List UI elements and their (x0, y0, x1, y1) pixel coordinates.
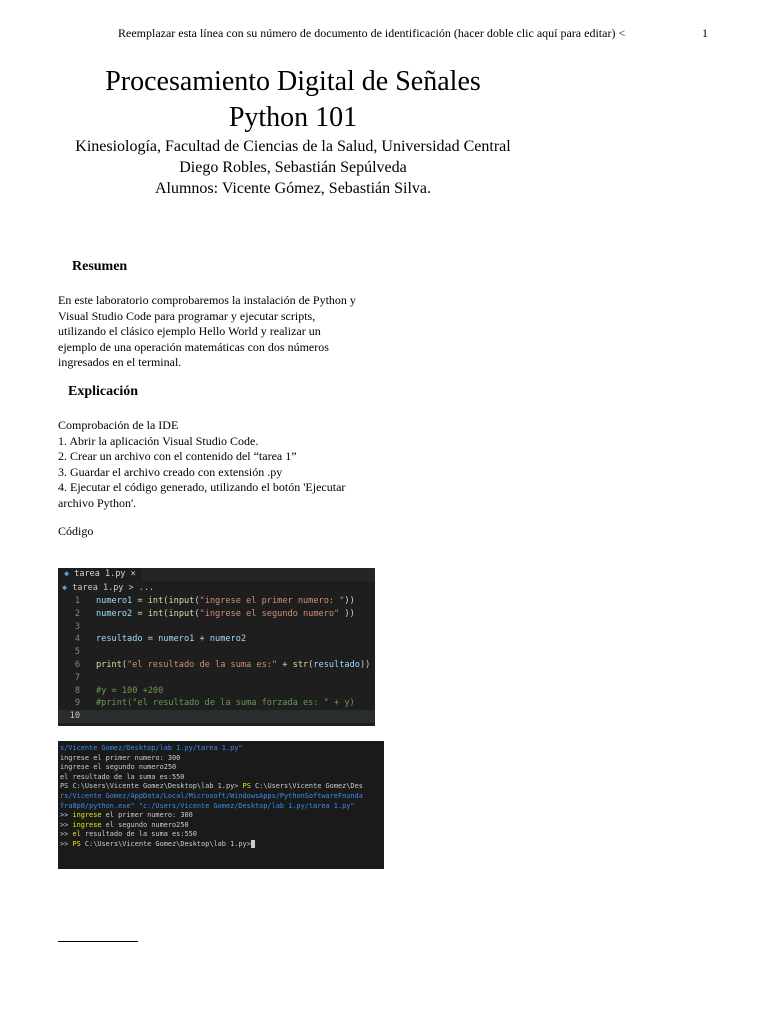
line-number: 4 (74, 634, 80, 645)
code-line (58, 685, 375, 698)
document-title: Procesamiento Digital de Señales (105, 66, 481, 97)
code-line (58, 710, 375, 723)
abstract-line: En este laboratorio comprobaremos la instalación de Python y (58, 293, 356, 307)
terminal-segment: el resultado de la suma es:550 (60, 772, 185, 781)
code-text: #print("el resultado de la suma forzada es: " + y) (96, 698, 355, 709)
terminal-cursor-icon (251, 840, 255, 848)
steps-list (58, 418, 378, 511)
terminal-output (58, 744, 384, 850)
terminal-line (58, 840, 384, 850)
terminal-segment: ingrese (72, 820, 102, 829)
terminal-line (58, 811, 384, 821)
code-text: #y = 100 +200 (96, 685, 164, 696)
abstract-line: ejemplo de una operación matemáticas con dos números (58, 339, 329, 354)
students: Alumnos: Vicente Gómez, Sebastián Silva. (154, 180, 432, 197)
python-file-icon: ◆ (64, 569, 70, 579)
code-text: numero1 = int(input("ingrese el primer numero: ")) (96, 596, 355, 606)
line-number: 3 (74, 621, 80, 632)
code-line (58, 633, 375, 646)
editor-tab (58, 568, 142, 581)
terminal-segment: el segundo numero250 (101, 820, 189, 829)
code-line (58, 659, 375, 672)
terminal-segment: resultado de la suma es:550 (80, 830, 197, 839)
terminal-segment: C:\Users\Vicente Gomez\Desktop\lab 1.py> (84, 839, 251, 848)
line-number: 5 (74, 647, 80, 658)
document-subtitle: Python 101 (228, 102, 358, 133)
professors: Diego Robles, Sebastián Sepúlveda (179, 159, 407, 176)
abstract-paragraph (58, 293, 378, 371)
terminal-segment: PS (72, 839, 85, 848)
code-text: numero2 = int(input("ingrese el segundo numero" )) (96, 608, 355, 619)
step-item: 4. Ejecutar el código generado, utilizando el botón 'Ejecutar (58, 480, 346, 494)
terminal-line (58, 830, 384, 840)
explicacion-heading: Explicación (68, 384, 139, 399)
terminal-segment: PS C:\Users\Vicente Gomez\Desktop\lab 1.py> (60, 782, 243, 791)
step-item: 2. Crear un archivo con el contenido del “tarea 1” (58, 449, 297, 463)
footnote-separator (58, 941, 138, 942)
terminal-line (58, 821, 384, 831)
codigo-label: Código (58, 524, 94, 538)
terminal-line (58, 744, 384, 754)
abstract-line: ingresados en el terminal. (58, 355, 182, 369)
editor-code-area (58, 595, 375, 723)
terminal-line (58, 773, 384, 783)
terminal-line (58, 754, 384, 764)
step-item: 1. Abrir la aplicación Visual Studio Code. (58, 433, 259, 448)
close-icon: × (130, 569, 136, 579)
code-line (58, 672, 375, 685)
terminal-segment: ingrese el segundo numero250 (60, 763, 177, 772)
terminal-segment: rs/Vicente Gomez/AppData/Local/Microsoft/WindowsApps/PythonSoftwareFounda (60, 791, 363, 800)
code-line (58, 608, 375, 621)
running-head[interactable]: Reemplazar esta línea con su número de documento de identificación (hacer doble clic aquí para editar) < (118, 26, 626, 40)
terminal-screenshot (58, 741, 384, 869)
terminal-segment: >> (60, 839, 73, 848)
terminal-line (58, 782, 384, 792)
line-number: 1 (74, 596, 80, 606)
line-number: 9 (74, 698, 80, 709)
resumen-heading: Resumen (72, 259, 128, 274)
code-text: resultado = numero1 + numero2 (96, 634, 247, 645)
code-editor-screenshot (58, 568, 375, 726)
line-number: 7 (74, 672, 80, 683)
terminal-segment: >> (60, 811, 73, 820)
page-number: 1 (702, 26, 708, 40)
affiliation: Kinesiología, Facultad de Ciencias de la Salud, Universidad Central (75, 138, 511, 155)
terminal-segment: ingrese (72, 811, 102, 820)
abstract-line: Visual Studio Code para programar y ejecutar scripts, (58, 308, 316, 323)
terminal-segment: PS (242, 782, 255, 791)
abstract-line: utilizando el clásico ejemplo Hello World y realizar un (58, 324, 321, 338)
code-text: print("el resultado de la suma es:" + str(resultado)) (96, 659, 371, 670)
terminal-segment: s/Vicente Gomez/Desktop/lab 1.py/tarea 1.py" (60, 744, 243, 752)
steps-intro: Comprobación de la IDE (58, 418, 179, 432)
terminal-line (58, 763, 384, 773)
code-line (58, 646, 375, 659)
line-number: 10 (69, 711, 80, 722)
terminal-line (58, 802, 384, 812)
python-file-icon: ◆ (62, 583, 68, 593)
terminal-segment: C:\Users\Vicente Gomez\Des (255, 782, 363, 791)
editor-breadcrumb (58, 581, 375, 595)
terminal-segment: el (72, 830, 81, 839)
terminal-segment: el primer numero: 300 (101, 811, 193, 820)
line-number: 2 (74, 608, 80, 619)
terminal-segment: ingrese el primer numero: 300 (60, 753, 181, 762)
terminal-segment: >> (60, 820, 73, 829)
breadcrumb-label: tarea 1.py > ... (72, 583, 155, 593)
line-number: 8 (74, 685, 80, 696)
code-line (58, 621, 375, 634)
terminal-segment: fra8p0/python.exe" "c:/Users/Vicente Gomez/Desktop/lab 1.py/tarea 1.py" (60, 801, 355, 810)
line-number: 6 (74, 659, 80, 670)
terminal-line (58, 792, 384, 802)
editor-tab-label: tarea 1.py (74, 569, 126, 579)
editor-tab-bar (58, 568, 375, 581)
step-item: 3. Guardar el archivo creado con extensión .py (58, 464, 283, 479)
step-item: archivo Python'. (58, 495, 137, 510)
code-line (58, 697, 375, 710)
code-line (58, 595, 375, 608)
terminal-segment: >> (60, 830, 73, 839)
